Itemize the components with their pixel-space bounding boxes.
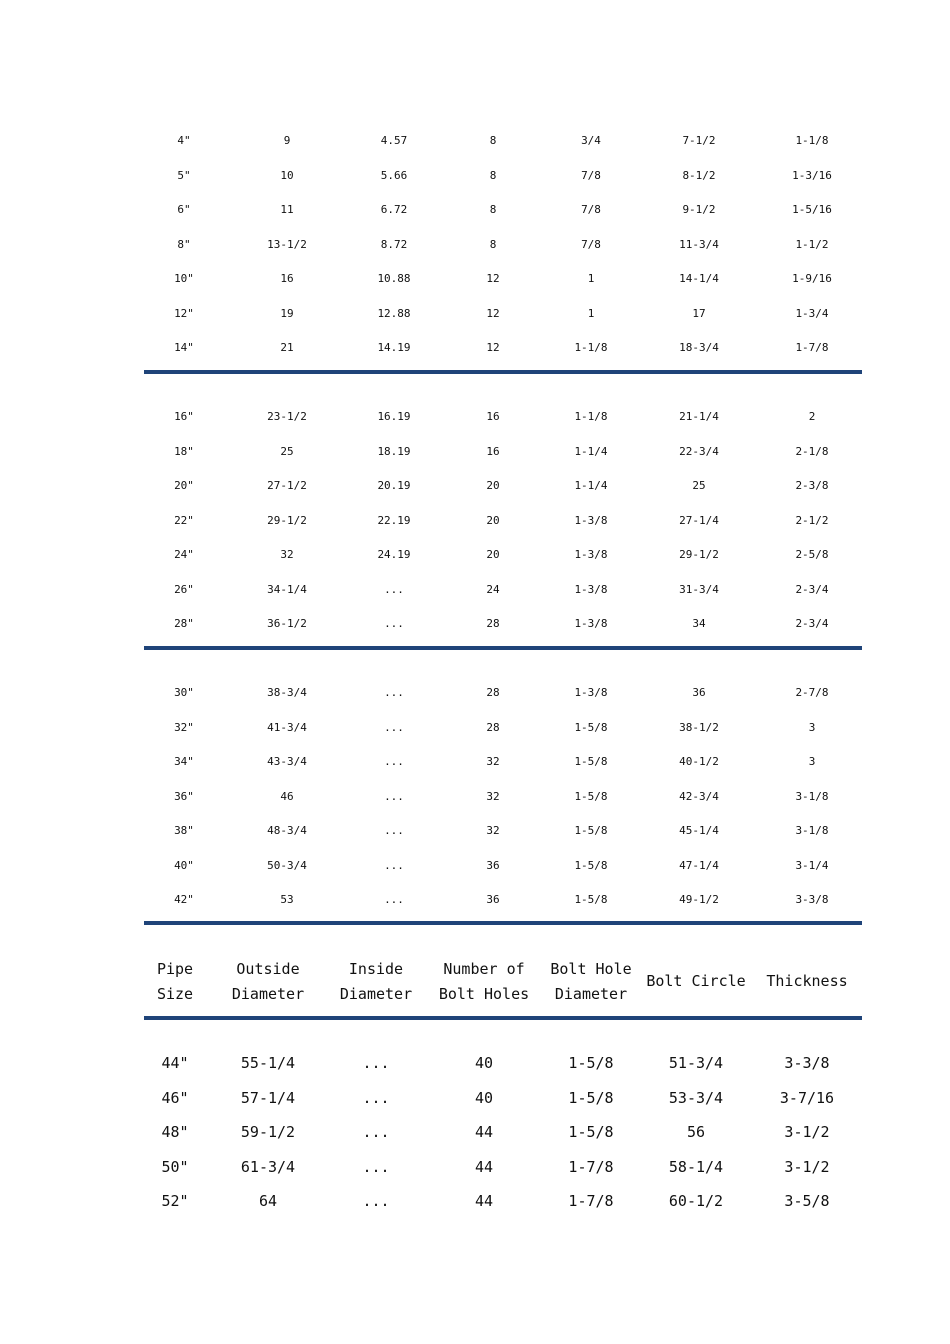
bolt-hole-diameter-cell: 1-5/8 <box>568 1123 614 1141</box>
table-row <box>144 1121 862 1141</box>
bolt-holes-cell: 8 <box>489 203 497 216</box>
table-row <box>144 511 862 531</box>
bolt-hole-diameter-cell: 1-3/8 <box>574 582 608 596</box>
outside-diameter-cell: 46 <box>280 789 294 803</box>
table-row <box>144 442 862 462</box>
outside-diameter-cell: 9 <box>283 134 291 147</box>
inside-diameter-cell: ... <box>384 720 404 734</box>
inside-diameter-cell: 24.19 <box>377 548 411 561</box>
header-line: Bolt Hole <box>550 960 632 978</box>
pipe-size-cell: 10" <box>174 272 194 285</box>
bolt-hole-diameter-cell: 1 <box>587 272 595 285</box>
outside-diameter-cell: 23-1/2 <box>267 410 307 423</box>
inside-diameter-cell: ... <box>384 824 404 837</box>
outside-diameter-cell: 13-1/2 <box>267 237 307 251</box>
header-line: Pipe <box>156 960 194 978</box>
bolt-circle-cell: 8-1/2 <box>682 168 716 182</box>
header-divider <box>144 1016 862 1020</box>
bolt-circle-cell: 58-1/4 <box>668 1157 724 1176</box>
thickness-cell: 3-7/16 <box>779 1088 835 1107</box>
table-row <box>144 200 862 220</box>
bolt-hole-diameter-cell: 1-3/8 <box>574 686 608 699</box>
bolt-holes-cell: 32 <box>486 755 500 768</box>
bolt-circle-cell: 21-1/4 <box>679 410 719 423</box>
header-line: Outside <box>236 960 300 978</box>
header-outside-diameter <box>232 957 304 1007</box>
inside-diameter-cell: 10.88 <box>377 272 411 285</box>
bolt-holes-cell: 8 <box>489 134 497 147</box>
thickness-cell: 1-3/16 <box>792 168 832 182</box>
bolt-holes-cell: 44 <box>474 1123 494 1141</box>
table-row <box>144 269 862 289</box>
inside-diameter-cell: 6.72 <box>380 203 408 216</box>
section-divider <box>144 646 862 650</box>
inside-diameter-cell: ... <box>362 1054 390 1072</box>
outside-diameter-cell: 11 <box>280 203 294 216</box>
bolt-holes-cell: 40 <box>474 1054 494 1072</box>
section-divider <box>144 921 862 925</box>
inside-diameter-cell: ... <box>384 755 404 768</box>
thickness-cell: 3 <box>808 755 816 768</box>
thickness-cell: 2-1/8 <box>795 444 829 458</box>
table-row <box>144 580 862 600</box>
thickness-cell: 3 <box>808 720 816 734</box>
pipe-size-cell: 30" <box>174 686 194 699</box>
bolt-holes-cell: 12 <box>486 341 500 354</box>
header-line: Bolt Circle <box>646 972 746 990</box>
bolt-circle-cell: 51-3/4 <box>668 1054 724 1072</box>
header-bolt-circle <box>646 969 745 994</box>
table-row <box>144 1087 862 1107</box>
bolt-hole-diameter-cell: 1-5/8 <box>568 1054 614 1072</box>
bolt-hole-diameter-cell: 1-5/8 <box>574 824 608 837</box>
outside-diameter-cell: 57-1/4 <box>240 1088 296 1107</box>
bolt-circle-cell: 45-1/4 <box>679 824 719 837</box>
header-line: Thickness <box>766 972 848 990</box>
bolt-hole-diameter-cell: 1 <box>587 306 595 320</box>
bolt-hole-diameter-cell: 7/8 <box>581 168 601 182</box>
pipe-size-cell: 20" <box>174 479 194 492</box>
bolt-hole-diameter-cell: 1-1/8 <box>574 410 608 423</box>
bolt-circle-cell: 29-1/2 <box>679 548 719 561</box>
table-row <box>144 407 862 427</box>
bolt-circle-cell: 34 <box>692 617 706 630</box>
bolt-hole-diameter-cell: 1-1/8 <box>574 341 608 354</box>
bolt-holes-cell: 8 <box>489 168 497 182</box>
bolt-holes-cell: 32 <box>486 789 500 803</box>
bolt-holes-cell: 24 <box>486 582 500 596</box>
table-row <box>144 476 862 496</box>
pipe-size-cell: 40" <box>174 858 194 872</box>
header-inside-diameter <box>340 957 412 1007</box>
inside-diameter-cell: 14.19 <box>377 341 411 354</box>
inside-diameter-cell: 22.19 <box>377 513 411 527</box>
pipe-size-cell: 46" <box>161 1088 189 1107</box>
table-row <box>144 683 862 703</box>
thickness-cell: 3-1/8 <box>795 789 829 803</box>
table-row <box>144 235 862 255</box>
inside-diameter-cell: 16.19 <box>377 410 411 423</box>
table-header <box>144 957 862 1009</box>
table-row <box>144 338 862 358</box>
header-line: Size <box>156 985 194 1003</box>
table-row <box>144 752 862 772</box>
bolt-circle-cell: 27-1/4 <box>679 513 719 527</box>
inside-diameter-cell: 5.66 <box>380 168 408 182</box>
thickness-cell: 3-1/2 <box>784 1157 830 1176</box>
table-row <box>144 1156 862 1176</box>
pipe-size-cell: 50" <box>161 1157 189 1176</box>
outside-diameter-cell: 59-1/2 <box>240 1123 296 1141</box>
bolt-hole-diameter-cell: 1-7/8 <box>568 1192 614 1210</box>
header-number-of-bolt-holes <box>439 957 529 1007</box>
bolt-hole-diameter-cell: 7/8 <box>581 237 601 251</box>
thickness-cell: 1-1/2 <box>795 237 829 251</box>
pipe-size-cell: 22" <box>174 513 194 527</box>
bolt-hole-diameter-cell: 3/4 <box>581 134 601 147</box>
inside-diameter-cell: ... <box>362 1192 390 1210</box>
bolt-holes-cell: 40 <box>474 1088 494 1107</box>
header-line: Inside <box>348 960 404 978</box>
bolt-circle-cell: 31-3/4 <box>679 582 719 596</box>
pipe-size-cell: 16" <box>174 410 194 423</box>
thickness-cell: 1-9/16 <box>792 272 832 285</box>
table-row <box>144 821 862 841</box>
bolt-holes-cell: 36 <box>486 893 500 906</box>
thickness-cell: 1-1/8 <box>795 134 829 147</box>
outside-diameter-cell: 64 <box>258 1192 278 1210</box>
bolt-holes-cell: 44 <box>474 1157 494 1176</box>
bolt-hole-diameter-cell: 1-5/8 <box>574 789 608 803</box>
pipe-size-cell: 4" <box>177 134 191 147</box>
inside-diameter-cell: ... <box>362 1157 390 1176</box>
outside-diameter-cell: 50-3/4 <box>267 858 307 872</box>
table-row <box>144 856 862 876</box>
outside-diameter-cell: 25 <box>280 444 294 458</box>
header-thickness <box>766 969 847 994</box>
thickness-cell: 2-5/8 <box>795 548 829 561</box>
bolt-hole-diameter-cell: 7/8 <box>581 203 601 216</box>
thickness-cell: 2-7/8 <box>795 686 829 699</box>
bolt-circle-cell: 14-1/4 <box>679 272 719 285</box>
inside-diameter-cell: ... <box>384 893 404 906</box>
thickness-cell: 1-7/8 <box>795 341 829 354</box>
table-row <box>144 1190 862 1210</box>
bolt-hole-diameter-cell: 1-1/4 <box>574 479 608 492</box>
outside-diameter-cell: 41-3/4 <box>267 720 307 734</box>
pipe-size-cell: 48" <box>161 1123 189 1141</box>
header-pipe-size <box>157 957 193 1007</box>
table-row <box>144 1052 862 1072</box>
inside-diameter-cell: ... <box>362 1088 390 1107</box>
inside-diameter-cell: ... <box>384 789 404 803</box>
bolt-hole-diameter-cell: 1-5/8 <box>574 755 608 768</box>
bolt-hole-diameter-cell: 1-1/4 <box>574 444 608 458</box>
bolt-circle-cell: 11-3/4 <box>679 237 719 251</box>
outside-diameter-cell: 61-3/4 <box>240 1157 296 1176</box>
thickness-cell: 2-3/8 <box>795 479 829 492</box>
pipe-size-cell: 8" <box>177 237 191 251</box>
thickness-cell: 3-5/8 <box>784 1192 830 1210</box>
inside-diameter-cell: ... <box>384 617 404 630</box>
header-line: Diameter <box>554 985 628 1003</box>
outside-diameter-cell: 36-1/2 <box>267 617 307 630</box>
pipe-size-cell: 28" <box>174 617 194 630</box>
header-line: Number of <box>443 960 525 978</box>
bolt-hole-diameter-cell: 1-5/8 <box>574 720 608 734</box>
inside-diameter-cell: 18.19 <box>377 444 411 458</box>
bolt-circle-cell: 22-3/4 <box>679 444 719 458</box>
bolt-circle-cell: 56 <box>686 1123 706 1141</box>
thickness-cell: 2-1/2 <box>795 513 829 527</box>
outside-diameter-cell: 16 <box>280 272 294 285</box>
pipe-size-cell: 5" <box>177 168 191 182</box>
bolt-hole-diameter-cell: 1-5/8 <box>574 893 608 906</box>
table-row <box>144 890 862 910</box>
inside-diameter-cell: 20.19 <box>377 479 411 492</box>
header-line: Bolt Holes <box>438 985 530 1003</box>
bolt-holes-cell: 28 <box>486 617 500 630</box>
outside-diameter-cell: 32 <box>280 548 294 561</box>
pipe-size-cell: 18" <box>174 444 194 458</box>
table-row <box>144 304 862 324</box>
bolt-circle-cell: 40-1/2 <box>679 755 719 768</box>
thickness-cell: 3-1/2 <box>784 1123 830 1141</box>
pipe-size-cell: 6" <box>177 203 191 216</box>
thickness-cell: 2 <box>808 410 816 423</box>
outside-diameter-cell: 19 <box>280 306 294 320</box>
table-row <box>144 718 862 738</box>
thickness-cell: 3-1/8 <box>795 824 829 837</box>
inside-diameter-cell: 4.57 <box>380 134 408 147</box>
section-divider <box>144 370 862 374</box>
inside-diameter-cell: ... <box>384 858 404 872</box>
bolt-holes-cell: 28 <box>486 686 500 699</box>
bolt-circle-cell: 36 <box>692 686 706 699</box>
outside-diameter-cell: 43-3/4 <box>267 755 307 768</box>
bolt-circle-cell: 25 <box>692 479 706 492</box>
table-row <box>144 131 862 151</box>
bolt-circle-cell: 9-1/2 <box>682 203 716 216</box>
inside-diameter-cell: ... <box>384 582 404 596</box>
thickness-cell: 1-3/4 <box>795 306 829 320</box>
bolt-circle-cell: 42-3/4 <box>679 789 719 803</box>
bolt-circle-cell: 38-1/2 <box>679 720 719 734</box>
bolt-circle-cell: 47-1/4 <box>679 858 719 872</box>
table-row <box>144 614 862 634</box>
pipe-size-cell: 36" <box>174 789 194 803</box>
pipe-size-cell: 52" <box>161 1192 189 1210</box>
bolt-holes-cell: 16 <box>486 410 500 423</box>
bolt-holes-cell: 8 <box>489 237 497 251</box>
bolt-holes-cell: 20 <box>486 513 500 527</box>
bolt-holes-cell: 20 <box>486 548 500 561</box>
outside-diameter-cell: 38-3/4 <box>267 686 307 699</box>
thickness-cell: 3-1/4 <box>795 858 829 872</box>
bolt-circle-cell: 18-3/4 <box>679 341 719 354</box>
bolt-holes-cell: 20 <box>486 479 500 492</box>
bolt-hole-diameter-cell: 1-7/8 <box>568 1157 614 1176</box>
pipe-size-cell: 14" <box>174 341 194 354</box>
bolt-holes-cell: 32 <box>486 824 500 837</box>
thickness-cell: 3-3/8 <box>795 893 829 906</box>
bolt-circle-cell: 17 <box>692 306 706 320</box>
thickness-cell: 1-5/16 <box>792 203 832 216</box>
pipe-size-cell: 24" <box>174 548 194 561</box>
bolt-hole-diameter-cell: 1-3/8 <box>574 513 608 527</box>
bolt-holes-cell: 12 <box>486 272 500 285</box>
pipe-size-cell: 38" <box>174 824 194 837</box>
outside-diameter-cell: 29-1/2 <box>267 513 307 527</box>
bolt-holes-cell: 16 <box>486 444 500 458</box>
bolt-hole-diameter-cell: 1-5/8 <box>574 858 608 872</box>
outside-diameter-cell: 27-1/2 <box>267 479 307 492</box>
table-row <box>144 545 862 565</box>
table-row <box>144 787 862 807</box>
inside-diameter-cell: 8.72 <box>380 237 408 251</box>
table-row <box>144 166 862 186</box>
outside-diameter-cell: 53 <box>280 893 294 906</box>
bolt-holes-cell: 36 <box>486 858 500 872</box>
header-line: Diameter <box>231 985 305 1003</box>
thickness-cell: 2-3/4 <box>795 582 829 596</box>
outside-diameter-cell: 55-1/4 <box>240 1054 296 1072</box>
bolt-circle-cell: 53-3/4 <box>668 1088 724 1107</box>
bolt-hole-diameter-cell: 1-5/8 <box>568 1088 614 1107</box>
outside-diameter-cell: 10 <box>280 168 294 182</box>
pipe-size-cell: 32" <box>174 720 194 734</box>
bolt-circle-cell: 60-1/2 <box>668 1192 724 1210</box>
pipe-size-cell: 44" <box>161 1054 189 1072</box>
pipe-size-cell: 12" <box>174 306 194 320</box>
outside-diameter-cell: 48-3/4 <box>267 824 307 837</box>
bolt-circle-cell: 7-1/2 <box>682 134 716 147</box>
bolt-holes-cell: 28 <box>486 720 500 734</box>
header-bolt-hole-diameter <box>550 957 631 1007</box>
thickness-cell: 3-3/8 <box>784 1054 830 1072</box>
inside-diameter-cell: 12.88 <box>377 306 411 320</box>
outside-diameter-cell: 34-1/4 <box>267 582 307 596</box>
bolt-holes-cell: 44 <box>474 1192 494 1210</box>
pipe-size-cell: 26" <box>174 582 194 596</box>
outside-diameter-cell: 21 <box>280 341 294 354</box>
bolt-holes-cell: 12 <box>486 306 500 320</box>
inside-diameter-cell: ... <box>362 1123 390 1141</box>
inside-diameter-cell: ... <box>384 686 404 699</box>
thickness-cell: 2-3/4 <box>795 617 829 630</box>
pipe-size-cell: 42" <box>174 893 194 906</box>
bolt-hole-diameter-cell: 1-3/8 <box>574 548 608 561</box>
bolt-circle-cell: 49-1/2 <box>679 893 719 906</box>
header-line: Diameter <box>339 985 413 1003</box>
bolt-hole-diameter-cell: 1-3/8 <box>574 617 608 630</box>
pipe-size-cell: 34" <box>174 755 194 768</box>
